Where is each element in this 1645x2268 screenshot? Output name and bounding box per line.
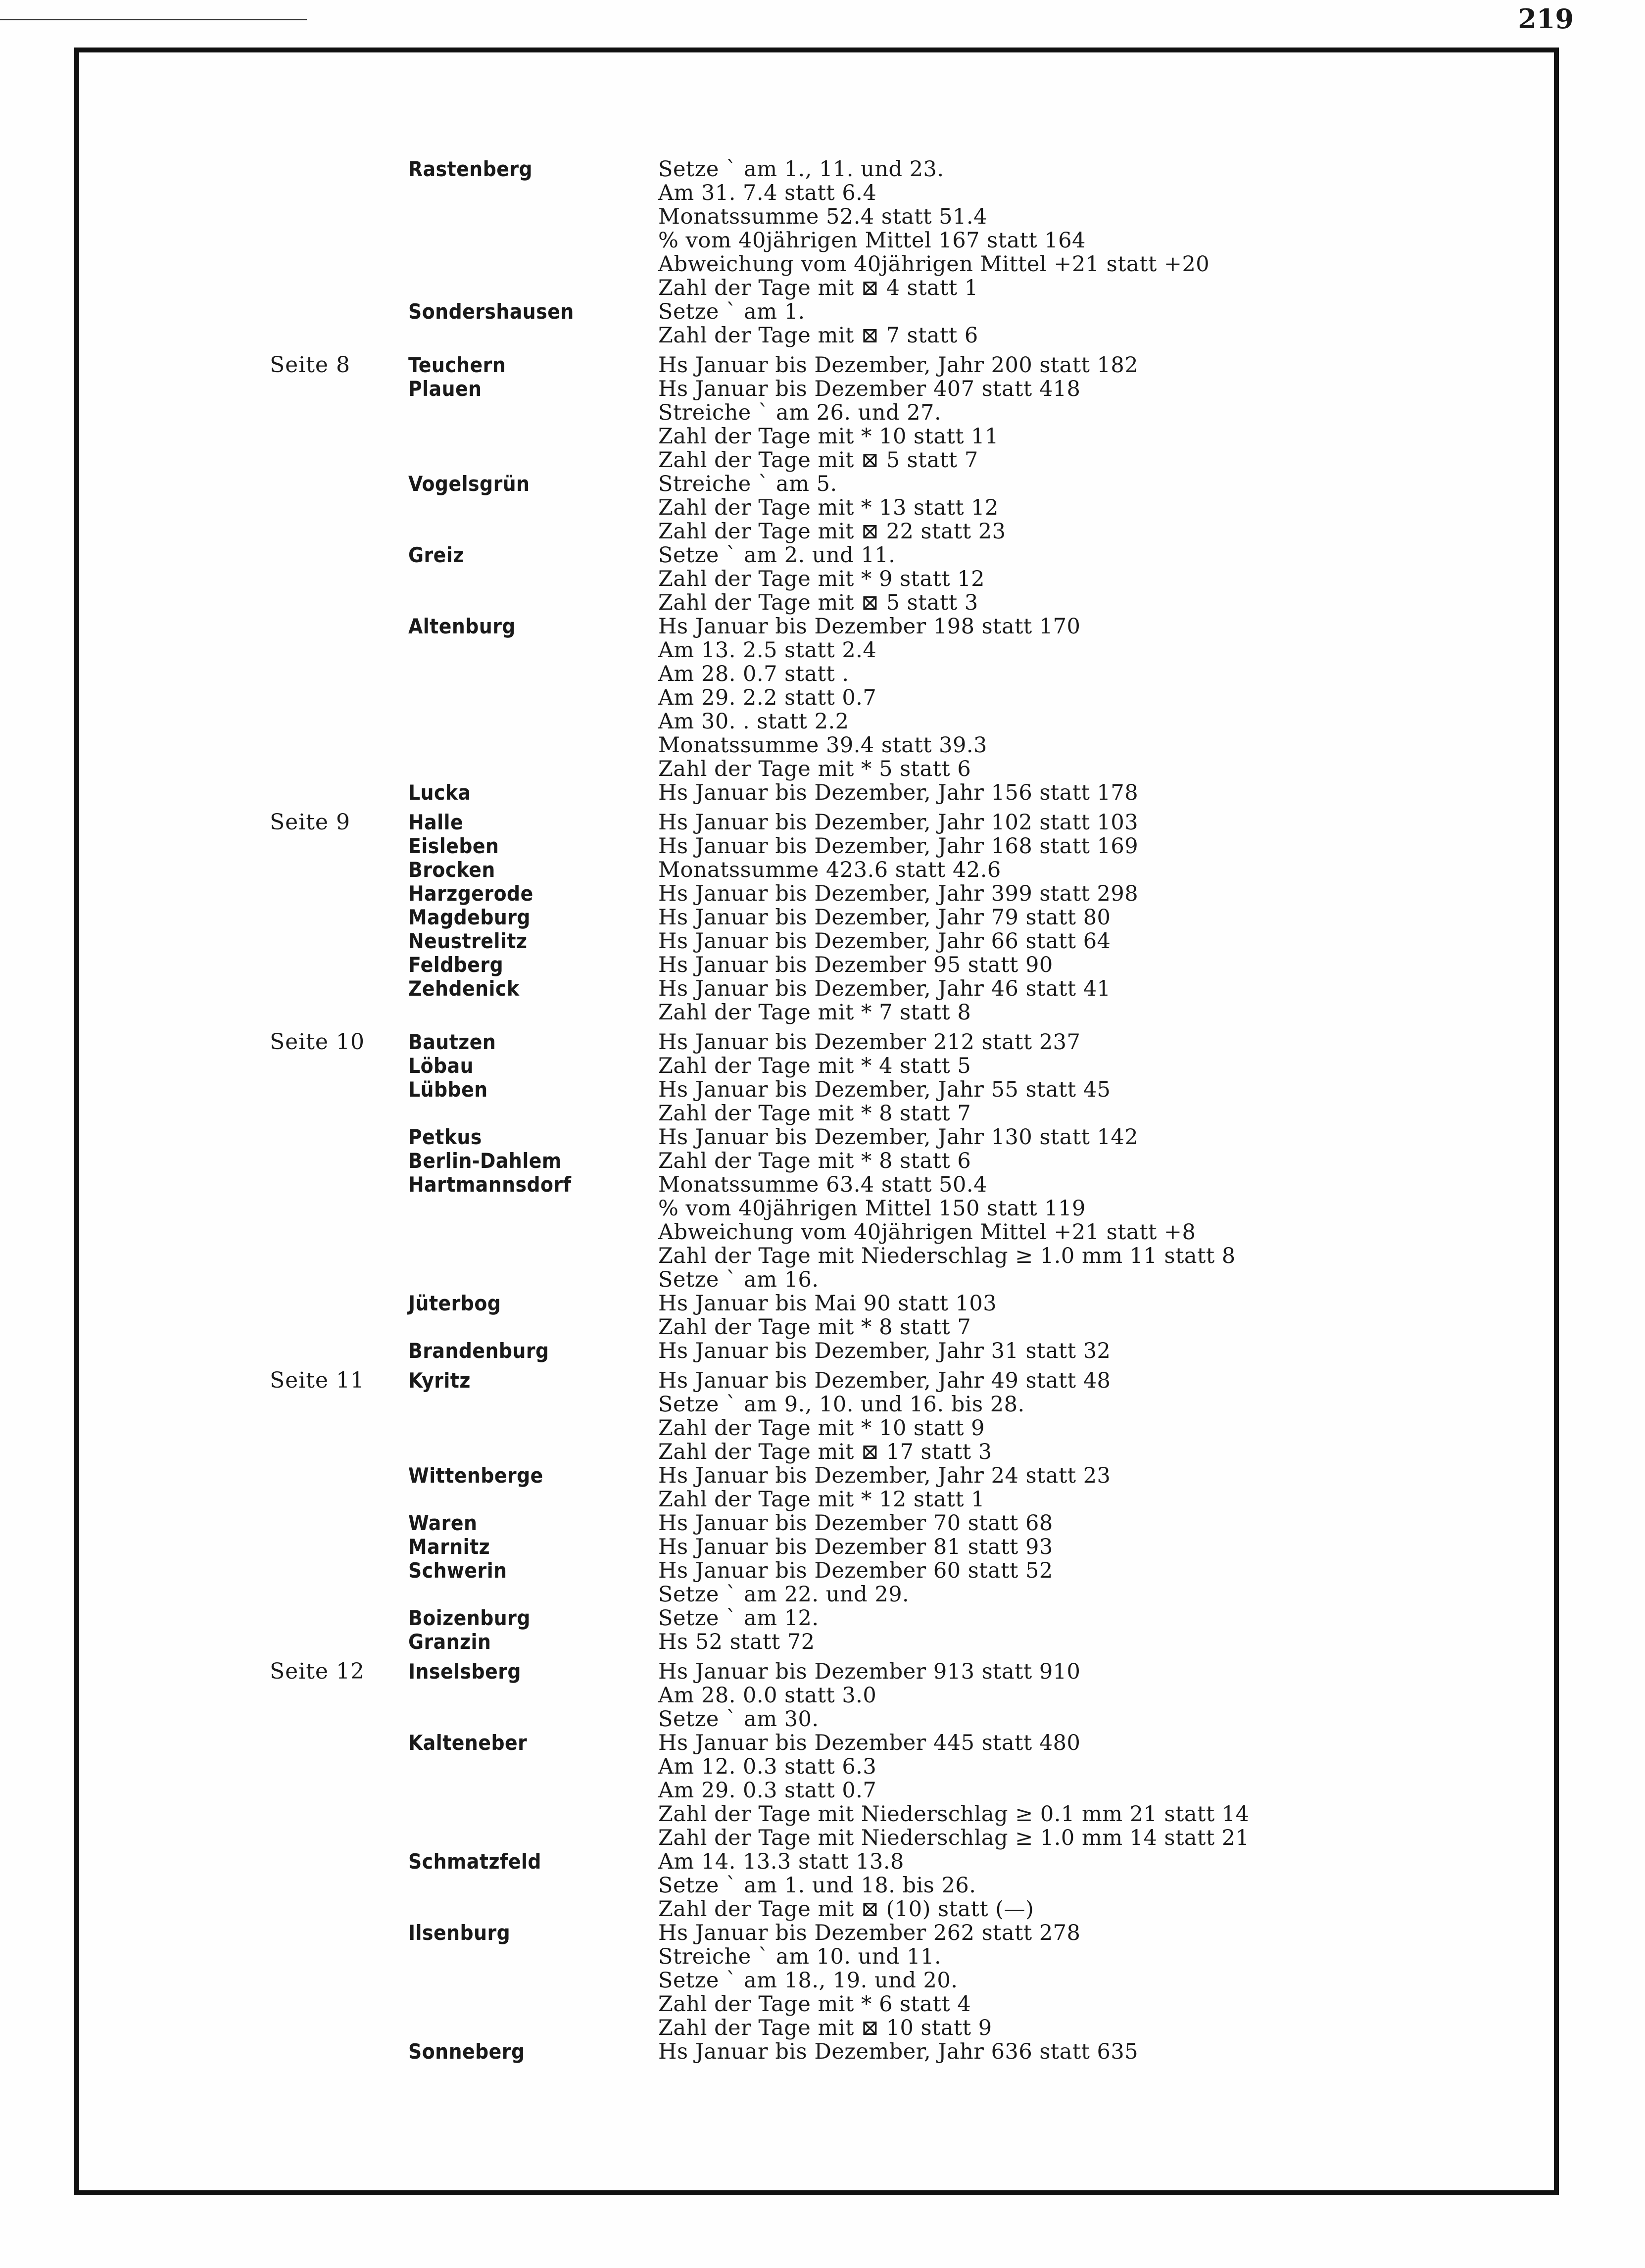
correction-line: Zahl der Tage mit ⊠ 5 statt 7 [658,448,978,473]
station-cell [267,1850,658,1921]
correction-notes [658,811,1645,834]
correction-line: Monatssumme 39.4 statt 39.3 [658,733,987,758]
correction-notes [658,353,1645,377]
correction-notes [658,1054,1645,1078]
correction-line: Abweichung vom 40jährigen Mittel +21 statt +20 [658,252,1210,277]
page-ref-cell [0,2040,270,2064]
correction-line: Hs Januar bis Dezember 407 statt 418 [658,377,1081,401]
station-name: Harzgerode [408,881,533,906]
page-ref-cell [0,1029,365,1055]
page-ref-cell [0,1292,270,1339]
correction-line: Hs Januar bis Dezember 60 statt 52 [658,1558,1053,1583]
correction-notes [658,1511,1645,1535]
page-ref-cell [0,1535,270,1559]
correction-notes [658,1535,1645,1559]
correction-line: Am 14. 13.3 statt 13.8 [658,1849,904,1874]
errata-entry [0,1630,1645,1654]
station-name: Ilsenburg [408,1921,511,1945]
errata-entry [0,377,1645,472]
correction-line: Hs Januar bis Dezember 70 statt 68 [658,1511,1053,1536]
errata-entry [0,1339,1645,1363]
correction-line: Hs Januar bis Dezember, Jahr 79 statt 80 [658,905,1111,930]
station-name: Brandenburg [408,1339,549,1363]
station-name: Sondershausen [408,299,574,324]
station-name: Eisleben [408,834,499,858]
page-ref-cell [0,810,350,835]
station-name: Kalteneber [408,1731,528,1755]
correction-line: Hs Januar bis Dezember, Jahr 156 statt 178 [658,780,1139,805]
station-name: Löbau [408,1054,474,1078]
correction-line: Zahl der Tage mit ⊠ 17 statt 3 [658,1440,992,1464]
errata-entry [0,1030,1645,1054]
correction-line: Hs 52 statt 72 [658,1630,815,1654]
correction-notes [658,1921,1645,2040]
errata-entry [0,2040,1645,2064]
station-name: Granzin [408,1630,491,1654]
correction-notes [658,1630,1645,1654]
station-cell [267,1078,658,1125]
correction-line: Hs Januar bis Dezember, Jahr 200 statt 182 [658,353,1139,378]
station-name: Rastenberg [408,157,533,181]
correction-line: Zahl der Tage mit * 8 statt 7 [658,1315,971,1340]
station-cell [267,1559,658,1606]
correction-line: Setze ` am 1., 11. und 23. [658,157,944,182]
station-cell [267,953,658,977]
station-name: Berlin-Dahlem [408,1149,562,1173]
errata-entry [0,1125,1645,1149]
correction-notes [658,882,1645,906]
station-name: Hartmannsdorf [408,1172,572,1197]
station-name: Magdeburg [408,905,531,929]
station-name: Lucka [408,780,471,805]
errata-entry [0,1660,1645,1731]
errata-entry [0,953,1645,977]
errata-entry [0,300,1645,347]
station-cell [267,1630,658,1654]
correction-line: Hs Januar bis Dezember 262 statt 278 [658,1921,1081,1945]
correction-line: Am 30. . statt 2.2 [658,709,849,734]
correction-notes [658,2040,1645,2064]
correction-notes [658,1173,1645,1292]
station-cell [267,1369,658,1464]
correction-line: Setze ` am 16. [658,1267,819,1292]
page-ref-cell [0,157,270,300]
errata-entry [0,1369,1645,1464]
station-cell [267,353,658,377]
page-ref-cell [0,1054,270,1078]
page-ref-cell [0,615,270,781]
page-ref-cell [0,1659,365,1731]
page-ref-cell [0,1464,270,1511]
page-ref-cell [0,1173,270,1292]
station-name: Marnitz [408,1535,490,1559]
correction-notes [658,1606,1645,1630]
correction-line: Hs Januar bis Dezember, Jahr 24 statt 23 [658,1463,1111,1488]
station-cell [267,615,658,781]
correction-line: Hs Januar bis Dezember 95 statt 90 [658,953,1053,977]
station-cell [267,1464,658,1511]
station-name: Jüterbog [408,1291,501,1315]
errata-entry [0,1511,1645,1535]
page-ref-cell [0,1125,270,1149]
page-ref-cell [0,977,270,1024]
correction-line: Zahl der Tage mit Niederschlag ≥ 1.0 mm 14 statt 21 [658,1826,1250,1850]
page-reference: Seite 11 [270,1368,365,1393]
correction-notes [658,1850,1645,1921]
correction-line: Abweichung vom 40jährigen Mittel +21 statt +8 [658,1220,1196,1245]
correction-notes [658,1339,1645,1363]
station-cell [267,882,658,906]
errata-entry [0,1292,1645,1339]
station-cell [267,1030,658,1054]
page-reference: Seite 12 [270,1659,365,1684]
correction-line: Monatssumme 63.4 statt 50.4 [658,1172,987,1197]
errata-entry [0,1464,1645,1511]
station-name: Wittenberge [408,1463,543,1488]
page-number: 219 [1518,3,1574,35]
correction-notes [658,472,1645,543]
correction-line: Zahl der Tage mit ⊠ (10) statt (—) [658,1897,1034,1922]
page-reference: Seite 8 [270,352,350,378]
correction-line: Hs Januar bis Dezember, Jahr 636 statt 635 [658,2039,1139,2064]
correction-notes [658,953,1645,977]
correction-line: Setze ` am 12. [658,1606,819,1631]
page-ref-cell [0,1368,365,1464]
correction-notes [658,1030,1645,1054]
errata-entry [0,1173,1645,1292]
correction-line: Zahl der Tage mit * 8 statt 7 [658,1101,971,1126]
errata-entry [0,1149,1645,1173]
correction-notes [658,377,1645,472]
correction-notes [658,1149,1645,1173]
station-cell [267,1731,658,1850]
correction-line: Zahl der Tage mit * 5 statt 6 [658,757,971,781]
errata-entry [0,1731,1645,1850]
correction-line: Hs Januar bis Dezember 81 statt 93 [658,1535,1053,1559]
correction-line: Zahl der Tage mit ⊠ 4 statt 1 [658,276,978,300]
station-cell [267,906,658,929]
station-name: Bautzen [408,1030,496,1054]
correction-notes [658,858,1645,882]
correction-line: Zahl der Tage mit ⊠ 22 statt 23 [658,519,1006,544]
page-ref-cell [0,543,270,615]
station-name: Petkus [408,1125,482,1149]
station-name: Sonneberg [408,2039,525,2064]
station-cell [267,781,658,805]
station-name: Vogelsgrün [408,472,530,496]
correction-notes [658,543,1645,615]
errata-entry [0,882,1645,906]
station-cell [267,157,658,300]
page-reference: Seite 10 [270,1029,365,1055]
station-cell [267,858,658,882]
station-cell [267,1054,658,1078]
page-ref-cell [0,1149,270,1173]
correction-line: Setze ` am 18., 19. und 20. [658,1968,958,1993]
page-ref-cell [0,352,350,378]
correction-line: Setze ` am 30. [658,1707,819,1732]
correction-line: Streiche ` am 5. [658,472,837,496]
station-cell [267,543,658,615]
station-name: Halle [408,810,464,834]
page-ref-cell [0,906,270,929]
errata-entry [0,543,1645,615]
station-name: Greiz [408,543,464,567]
correction-line: Zahl der Tage mit * 8 statt 6 [658,1149,971,1173]
errata-entry [0,1535,1645,1559]
errata-entry [0,1559,1645,1606]
correction-line: Zahl der Tage mit * 4 statt 5 [658,1054,971,1078]
errata-entry [0,1054,1645,1078]
page-reference: Seite 9 [270,810,350,835]
correction-line: Zahl der Tage mit Niederschlag ≥ 0.1 mm 21 statt 14 [658,1802,1250,1827]
correction-line: Hs Januar bis Mai 90 statt 103 [658,1291,997,1316]
correction-line: Am 13. 2.5 statt 2.4 [658,638,877,663]
errata-entry [0,906,1645,929]
correction-line: Zahl der Tage mit * 12 statt 1 [658,1487,985,1512]
errata-entry [0,811,1645,834]
correction-line: Am 29. 0.3 statt 0.7 [658,1778,877,1803]
station-cell [267,472,658,543]
correction-notes [658,157,1645,300]
correction-line: Hs Januar bis Dezember, Jahr 66 statt 64 [658,929,1111,954]
correction-notes [658,834,1645,858]
page-ref-cell [0,882,270,906]
correction-notes [658,906,1645,929]
correction-line: Zahl der Tage mit * 10 statt 9 [658,1416,985,1441]
correction-line: Am 31. 7.4 statt 6.4 [658,181,877,205]
station-cell [267,1660,658,1731]
correction-line: Zahl der Tage mit * 6 statt 4 [658,1992,971,2017]
station-name: Kyritz [408,1368,471,1393]
correction-line: Zahl der Tage mit Niederschlag ≥ 1.0 mm 11 statt 8 [658,1244,1236,1268]
station-cell [267,1535,658,1559]
page-ref-cell [0,1078,270,1125]
correction-line: Setze ` am 22. und 29. [658,1582,910,1607]
correction-line: Hs Januar bis Dezember, Jahr 399 statt 298 [658,881,1139,906]
correction-notes [658,977,1645,1024]
station-cell [267,1339,658,1363]
correction-line: Hs Januar bis Dezember 913 statt 910 [658,1659,1081,1684]
station-cell [267,834,658,858]
page-ref-cell [0,1850,270,1921]
correction-line: Zahl der Tage mit * 9 statt 12 [658,567,985,591]
page-ref-cell [0,929,270,953]
correction-line: Zahl der Tage mit ⊠ 5 statt 3 [658,590,978,615]
correction-notes [658,1559,1645,1606]
page-ref-cell [0,300,270,347]
correction-notes [658,1731,1645,1850]
page-ref-cell [0,834,270,858]
errata-entry [0,1078,1645,1125]
station-cell [267,1125,658,1149]
correction-line: Streiche ` am 26. und 27. [658,400,942,425]
errata-entry [0,157,1645,300]
correction-line: Zahl der Tage mit * 13 statt 12 [658,495,999,520]
station-cell [267,977,658,1024]
correction-notes [658,1078,1645,1125]
correction-line: Hs Januar bis Dezember, Jahr 102 statt 103 [658,810,1139,835]
errata-entry [0,615,1645,781]
station-name: Waren [408,1511,478,1535]
station-name: Neustrelitz [408,929,528,953]
page-ref-cell [0,1630,270,1654]
correction-notes [658,929,1645,953]
correction-line: Hs Januar bis Dezember 445 statt 480 [658,1731,1081,1755]
correction-notes [658,1464,1645,1511]
correction-notes [658,1660,1645,1731]
correction-line: Monatssumme 423.6 statt 42.6 [658,858,1001,882]
correction-line: % vom 40jährigen Mittel 167 statt 164 [658,228,1086,253]
station-name: Schwerin [408,1558,507,1583]
errata-entry [0,977,1645,1024]
page-ref-cell [0,1559,270,1606]
page-ref-cell [0,1511,270,1535]
errata-entry [0,781,1645,805]
correction-notes [658,781,1645,805]
station-cell [267,1173,658,1292]
page-ref-cell [0,858,270,882]
correction-line: Am 28. 0.0 statt 3.0 [658,1683,877,1708]
station-name: Feldberg [408,953,504,977]
station-cell [267,1292,658,1339]
correction-notes [658,1292,1645,1339]
correction-line: Hs Januar bis Dezember 212 statt 237 [658,1030,1081,1055]
correction-line: Hs Januar bis Dezember, Jahr 55 statt 45 [658,1077,1111,1102]
correction-line: Setze ` am 9., 10. und 16. bis 28. [658,1392,1025,1417]
station-cell [267,300,658,347]
station-name: Zehdenick [408,976,520,1001]
page-ref-cell [0,472,270,543]
correction-line: Monatssumme 52.4 statt 51.4 [658,204,987,229]
page-ref-cell [0,1921,270,2040]
correction-line: Hs Januar bis Dezember, Jahr 49 statt 48 [658,1368,1111,1393]
correction-line: Am 28. 0.7 statt . [658,662,849,686]
station-cell [267,2040,658,2064]
station-cell [267,1606,658,1630]
station-name: Brocken [408,858,495,882]
correction-line: Setze ` am 1. [658,299,805,324]
errata-entry [0,1921,1645,2040]
station-cell [267,377,658,472]
station-name: Plauen [408,377,482,401]
correction-line: Hs Januar bis Dezember, Jahr 46 statt 41 [658,976,1111,1001]
errata-entry [0,1850,1645,1921]
errata-entry [0,834,1645,858]
page-ref-cell [0,1339,270,1363]
correction-notes [658,615,1645,781]
correction-line: Zahl der Tage mit * 10 statt 11 [658,424,999,449]
correction-line: % vom 40jährigen Mittel 150 statt 119 [658,1196,1086,1221]
errata-entry [0,472,1645,543]
page-ref-cell [0,781,270,805]
correction-line: Am 29. 2.2 statt 0.7 [658,685,877,710]
station-name: Schmatzfeld [408,1849,541,1874]
page-ref-cell [0,953,270,977]
correction-line: Hs Januar bis Dezember, Jahr 31 statt 32 [658,1339,1111,1363]
top-rule [0,19,307,20]
station-name: Lübben [408,1077,488,1102]
errata-list [0,157,1645,2064]
station-name: Teuchern [408,353,506,377]
station-cell [267,1921,658,2040]
page-ref-cell [0,1606,270,1630]
station-name: Inselsberg [408,1659,521,1684]
correction-line: Hs Januar bis Dezember 198 statt 170 [658,614,1081,639]
station-cell [267,1511,658,1535]
page-ref-cell [0,377,270,472]
correction-line: Hs Januar bis Dezember, Jahr 168 statt 169 [658,834,1139,859]
station-cell [267,811,658,834]
station-name: Altenburg [408,614,516,638]
correction-notes [658,300,1645,347]
correction-line: Hs Januar bis Dezember, Jahr 130 statt 142 [658,1125,1139,1150]
correction-notes [658,1125,1645,1149]
correction-notes [658,1369,1645,1464]
errata-entry [0,353,1645,377]
correction-line: Streiche ` am 10. und 11. [658,1944,942,1969]
correction-line: Zahl der Tage mit ⊠ 10 statt 9 [658,2016,992,2040]
station-cell [267,929,658,953]
correction-line: Setze ` am 2. und 11. [658,543,896,568]
station-cell [267,1149,658,1173]
station-name: Boizenburg [408,1606,531,1630]
correction-line: Zahl der Tage mit ⊠ 7 statt 6 [658,323,978,348]
correction-line: Zahl der Tage mit * 7 statt 8 [658,1000,971,1025]
errata-entry [0,929,1645,953]
correction-line: Setze ` am 1. und 18. bis 26. [658,1873,976,1898]
page-ref-cell [0,1731,270,1850]
correction-line: Am 12. 0.3 statt 6.3 [658,1754,877,1779]
errata-entry [0,1606,1645,1630]
errata-entry [0,858,1645,882]
